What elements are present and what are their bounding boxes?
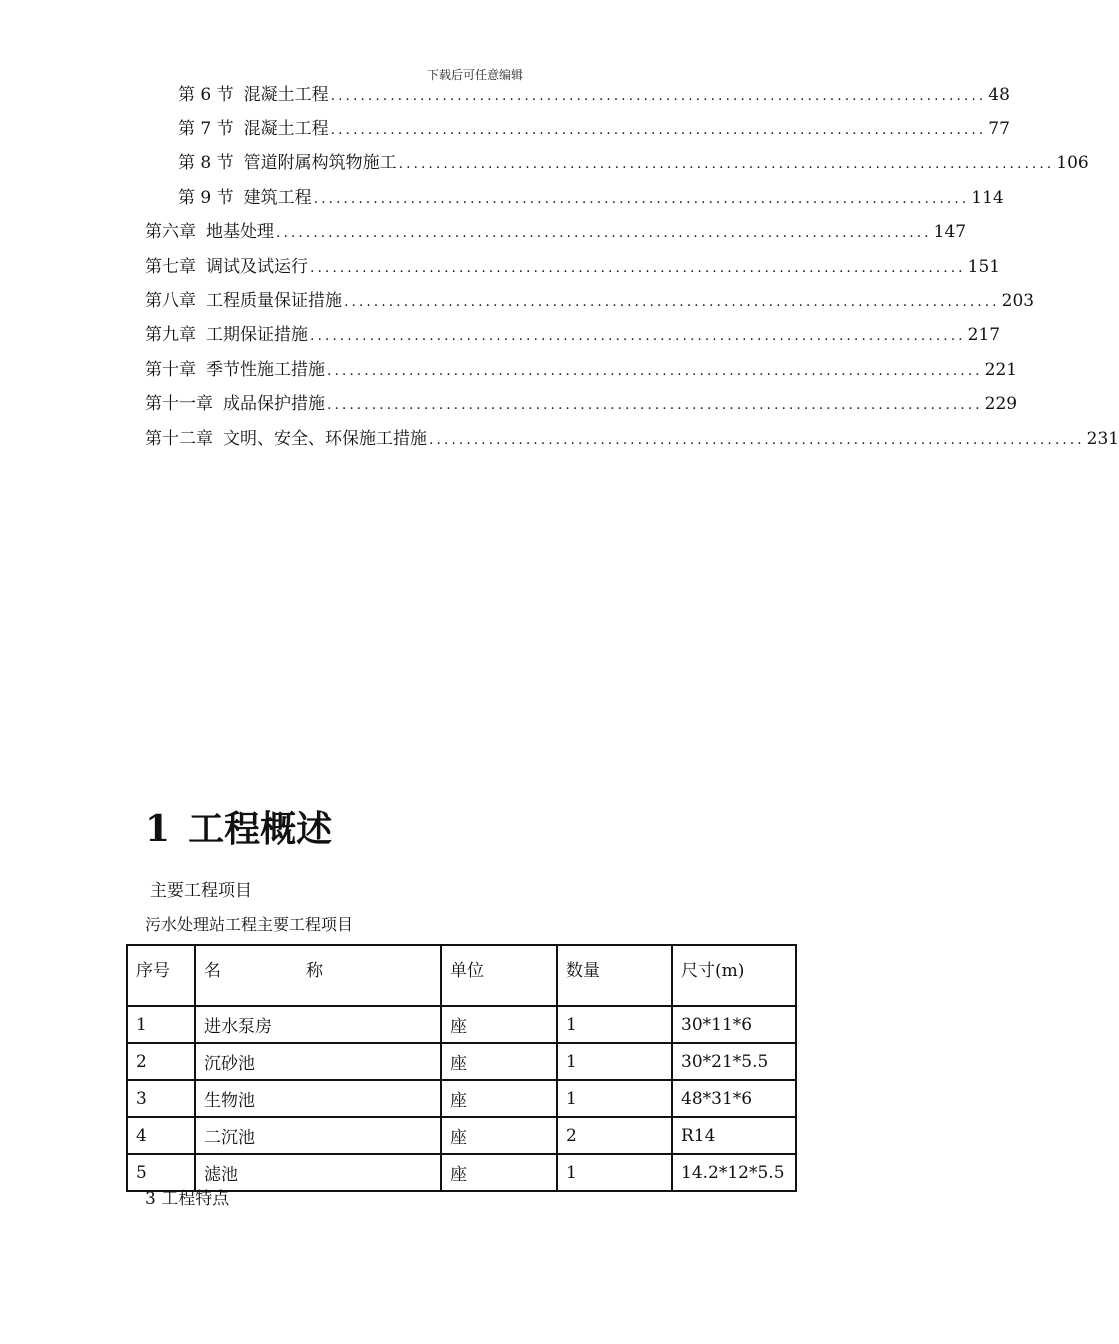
toc-page: 231 [1086, 429, 1119, 449]
toc-number: 第 8 节 [178, 153, 234, 173]
subheading: 主要工程项目 [150, 881, 252, 901]
toc-leader: ........................................................................................ [327, 397, 983, 413]
header-cell-quantity: 数量 [557, 945, 672, 1006]
table-cell: 2 [127, 1043, 195, 1080]
toc-page: 221 [984, 360, 1018, 380]
table-row [127, 1043, 796, 1080]
toc-title: 季节性施工措施 [206, 360, 325, 380]
toc-leader: ........................................................................................ [313, 191, 970, 207]
table-cell: 座 [441, 1080, 557, 1117]
page-header: 下载后可任意编辑 [426, 68, 523, 82]
table-cell: 5 [127, 1154, 195, 1191]
toc-title: 地基处理 [206, 222, 274, 242]
toc-entry[interactable] [145, 359, 1018, 382]
table-cell: 生物池 [195, 1080, 441, 1117]
toc-entry[interactable] [178, 187, 1004, 210]
table-cell: 4 [127, 1117, 195, 1154]
toc-leader: ........................................................................................ [330, 122, 987, 138]
toc-entry[interactable] [145, 393, 1018, 416]
table-cell: 1 [557, 1043, 672, 1080]
section-heading [145, 804, 332, 854]
toc-number: 第十二章 [145, 429, 213, 449]
toc-page: 217 [967, 325, 1001, 345]
table-cell: 滤池 [195, 1154, 441, 1191]
table-cell: 1 [557, 1080, 672, 1117]
toc-entry[interactable] [178, 84, 1010, 107]
toc-title: 管道附属构筑物施工 [243, 153, 397, 173]
toc-number: 第八章 [145, 291, 196, 311]
table-cell: 进水泵房 [195, 1006, 441, 1043]
section-title: 工程概述 [188, 808, 333, 850]
table-cell: 48*31*6 [672, 1080, 796, 1117]
table-cell: 沉砂池 [195, 1043, 441, 1080]
toc-leader: ........................................................................................ [429, 432, 1085, 448]
table-row [127, 1117, 796, 1154]
toc-title: 文明、安全、环保施工措施 [223, 429, 427, 449]
section-subheading: 3 工程特点 [145, 1189, 230, 1209]
toc-title: 混凝土工程 [243, 119, 329, 139]
header-cell-size: 尺寸(m) [672, 945, 796, 1006]
toc-entry[interactable] [145, 290, 1035, 313]
toc-entry[interactable] [145, 428, 1119, 451]
header-cell-unit: 单位 [441, 945, 557, 1006]
toc-title: 成品保护措施 [223, 394, 325, 414]
toc-title: 混凝土工程 [243, 85, 329, 105]
table-cell: 座 [441, 1006, 557, 1043]
section-number: 1 [145, 808, 171, 850]
toc-leader: ........................................................................................ [344, 294, 1000, 310]
table-cell: 30*11*6 [672, 1006, 796, 1043]
table-cell: 2 [557, 1117, 672, 1154]
table-cell: 1 [557, 1154, 672, 1191]
toc-page: 203 [1001, 291, 1035, 311]
table-cell: 14.2*12*5.5 [672, 1154, 796, 1191]
toc-page: 48 [988, 85, 1010, 105]
toc-number: 第九章 [145, 325, 196, 345]
toc-page: 147 [933, 222, 967, 242]
header-cell-index: 序号 [127, 945, 195, 1006]
toc-number: 第 9 节 [178, 188, 234, 208]
table-caption: 污水处理站工程主要工程项目 [145, 915, 354, 934]
toc-page: 106 [1056, 153, 1089, 173]
table-row [127, 1080, 796, 1117]
toc-page: 229 [984, 394, 1018, 414]
table-cell: 1 [127, 1006, 195, 1043]
toc-number: 第七章 [145, 257, 196, 277]
toc-title: 工程质量保证措施 [206, 291, 342, 311]
toc-page: 114 [971, 188, 1004, 208]
toc-entry[interactable] [145, 256, 1001, 279]
toc-number: 第 6 节 [178, 85, 234, 105]
toc-title: 调试及试运行 [206, 257, 308, 277]
table-row [127, 1006, 796, 1043]
toc-number: 第十章 [145, 360, 196, 380]
project-table [126, 944, 797, 1192]
toc-title: 建筑工程 [243, 188, 312, 208]
table-cell: 座 [441, 1117, 557, 1154]
toc-entry[interactable] [178, 118, 1010, 141]
table-cell: 1 [557, 1006, 672, 1043]
toc-leader: ........................................................................................ [330, 88, 987, 104]
toc-entry[interactable] [178, 152, 1089, 175]
table-cell: 3 [127, 1080, 195, 1117]
table-cell: 座 [441, 1154, 557, 1191]
toc-leader: ........................................................................................ [276, 225, 932, 241]
table-cell: R14 [672, 1117, 796, 1154]
toc-entry[interactable] [145, 324, 1001, 347]
table-cell: 30*21*5.5 [672, 1043, 796, 1080]
toc-entry[interactable] [145, 221, 967, 244]
toc-number: 第六章 [145, 222, 196, 242]
table-cell: 二沉池 [195, 1117, 441, 1154]
toc-number: 第十一章 [145, 394, 213, 414]
table-cell: 座 [441, 1043, 557, 1080]
header-cell-name: 名 称 [195, 945, 441, 1006]
toc-page: 77 [988, 119, 1010, 139]
toc-title: 工期保证措施 [206, 325, 308, 345]
table-header-row [127, 945, 796, 1006]
toc-number: 第 7 节 [178, 119, 234, 139]
toc-leader: ........................................................................................ [327, 363, 983, 379]
toc-page: 151 [967, 257, 1001, 277]
toc-leader: ........................................................................................ [398, 156, 1055, 172]
toc-leader: ........................................................................................ [310, 328, 966, 344]
toc-leader: ........................................................................................ [310, 260, 966, 276]
